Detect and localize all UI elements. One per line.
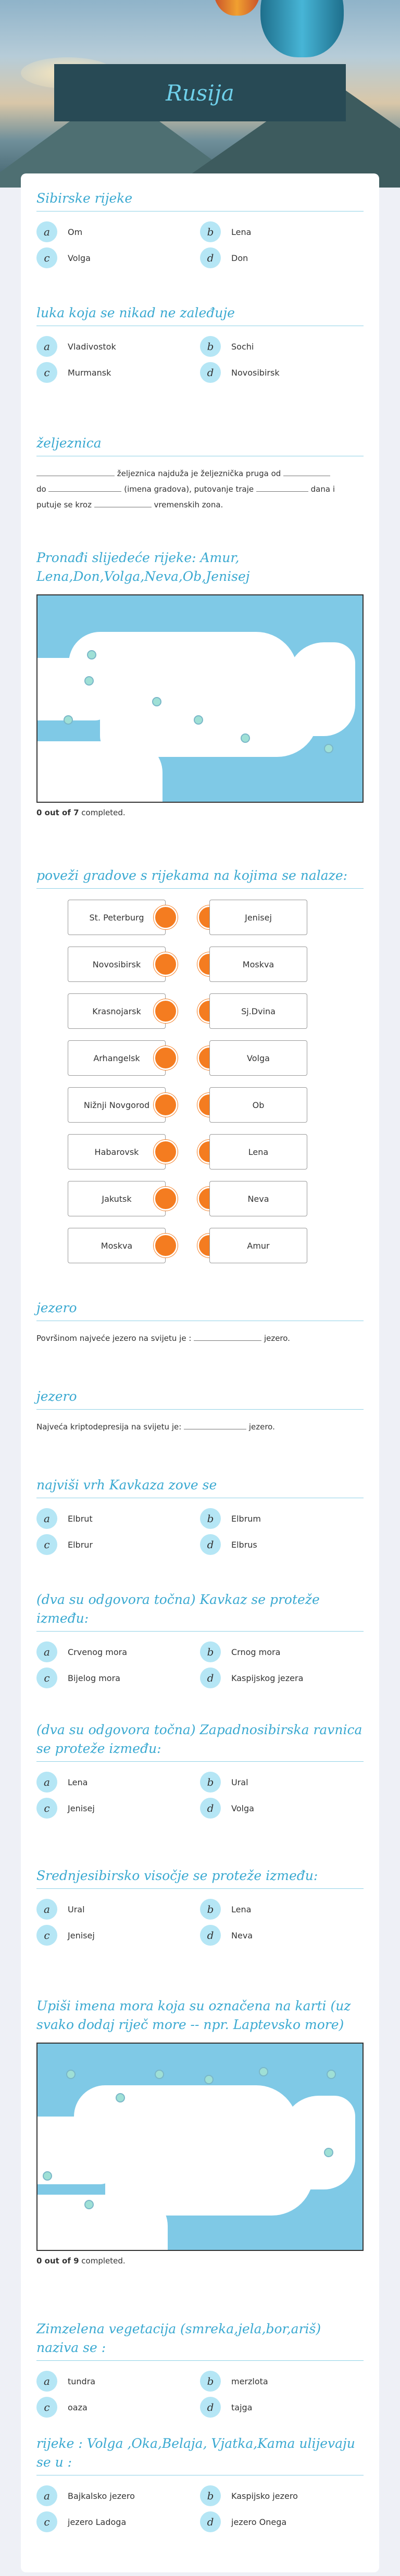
option-letter: b: [200, 336, 221, 357]
blank-input[interactable]: [48, 482, 121, 492]
option-a[interactable]: [36, 1896, 200, 1922]
option-text: oaza: [68, 2402, 88, 2412]
connector-dot[interactable]: [154, 1234, 178, 1258]
connector-dot[interactable]: [154, 905, 178, 929]
progress-count: 0 out of 9: [36, 2256, 79, 2266]
match-row: [36, 1175, 364, 1222]
option-letter: c: [36, 1534, 57, 1555]
option-letter: b: [200, 1899, 221, 1920]
map-marker[interactable]: [324, 744, 333, 753]
option-a[interactable]: [36, 1639, 200, 1665]
map-marker[interactable]: [324, 2148, 333, 2157]
option-c[interactable]: [36, 1795, 200, 1821]
question-title: luka koja se nikad ne zaleđuje: [36, 305, 235, 320]
divider: [36, 1761, 364, 1762]
option-text: Crvenog mora: [68, 1647, 127, 1657]
option-d[interactable]: [200, 1532, 364, 1558]
divider: [36, 2360, 364, 2361]
question-6: [36, 1299, 364, 1346]
option-b[interactable]: [200, 1505, 364, 1532]
text-segment: željeznica najduža je željeznička pruga od: [117, 469, 281, 478]
option-b[interactable]: [200, 2483, 364, 2509]
option-text: Murmansk: [68, 367, 111, 378]
option-letter: a: [36, 1508, 57, 1529]
option-text: jezero Onega: [231, 2517, 287, 2527]
match-left-item[interactable]: Arhangelsk: [68, 1040, 166, 1076]
divider: [36, 1409, 364, 1410]
option-text: Elbrut: [68, 1513, 93, 1524]
option-d[interactable]: [200, 1665, 364, 1691]
map-marker[interactable]: [194, 715, 203, 725]
question-title: jezero: [36, 1300, 77, 1315]
text-segment: Površinom najveće jezero na svijetu je :: [36, 1334, 192, 1343]
question-title: (dva su odgovora točna) Kavkaz se proteže između:: [36, 1592, 320, 1626]
balloon-icon: [260, 0, 344, 57]
connector-dot[interactable]: [154, 999, 178, 1023]
map-marker[interactable]: [43, 2171, 52, 2181]
question-4: [36, 549, 364, 817]
connector-dot[interactable]: [154, 1187, 178, 1211]
map-marker[interactable]: [241, 733, 250, 743]
option-b[interactable]: [200, 333, 364, 359]
match-left-item[interactable]: Jakutsk: [68, 1181, 166, 1216]
question-12: [36, 1997, 364, 2266]
option-text: Novosibirsk: [231, 367, 280, 378]
option-letter: c: [36, 2511, 57, 2532]
question-title: željeznica: [36, 435, 102, 451]
question-title: poveži gradove s rijekama na kojima se nalaze:: [36, 868, 348, 883]
map-marker[interactable]: [327, 2070, 336, 2079]
question-title: Srednjesibirsko visočje se proteže između:: [36, 1868, 318, 1883]
map-seas: [36, 2043, 364, 2251]
option-b[interactable]: [200, 219, 364, 245]
option-letter: a: [36, 2485, 57, 2506]
map-marker[interactable]: [259, 2067, 268, 2076]
match-row: [36, 1035, 364, 1081]
option-letter: d: [200, 1925, 221, 1946]
match-left-item[interactable]: Habarovsk: [68, 1134, 166, 1169]
option-text: Jenisej: [68, 1930, 95, 1940]
question-8: [36, 1476, 364, 1558]
option-d[interactable]: [200, 1922, 364, 1948]
option-letter: b: [200, 1772, 221, 1793]
map-marker[interactable]: [84, 2200, 94, 2209]
option-text: Crnog mora: [231, 1647, 281, 1657]
option-text: jezero Ladoga: [68, 2517, 127, 2527]
option-b[interactable]: [200, 1639, 364, 1665]
blank-input[interactable]: [94, 498, 152, 507]
progress-count: 0 out of 7: [36, 808, 79, 817]
match-right-item[interactable]: Neva: [209, 1181, 307, 1216]
option-text: Lena: [231, 227, 252, 237]
option-letter: b: [200, 1508, 221, 1529]
divider: [36, 1631, 364, 1632]
option-d[interactable]: [200, 2394, 364, 2420]
map-marker[interactable]: [152, 697, 161, 706]
option-text: tundra: [68, 2376, 96, 2386]
option-letter: d: [200, 1667, 221, 1688]
question-title: Upiši imena mora koja su označena na karti (uz svako dodaj riječ more -- npr. Laptevsko more): [36, 1998, 351, 2032]
option-text: Ural: [231, 1777, 248, 1787]
option-a[interactable]: [36, 1769, 200, 1795]
connector-dot[interactable]: [154, 1093, 178, 1117]
option-letter: a: [36, 336, 57, 357]
blank-input[interactable]: [36, 467, 115, 476]
options-list: [36, 1769, 364, 1821]
text-segment: (imena gradova), putovanje traje: [124, 484, 254, 494]
map-land: [38, 741, 162, 803]
option-letter: a: [36, 221, 57, 242]
option-c[interactable]: [36, 1532, 200, 1558]
option-text: Vladivostok: [68, 341, 116, 352]
progress-text: completed.: [79, 808, 126, 817]
match-row: [36, 1128, 364, 1175]
option-letter: c: [36, 2397, 57, 2418]
question-title: Zimzelena vegetacija (smreka,jela,bor,ariš) naziva se :: [36, 2321, 321, 2355]
options-list: [36, 219, 364, 271]
balloon-icon: [214, 0, 260, 16]
match-right-item[interactable]: Lena: [209, 1134, 307, 1169]
question-5: [36, 866, 364, 1269]
text-segment: jezero.: [248, 1422, 275, 1432]
fill-in-text: [36, 1330, 364, 1346]
connector-dot[interactable]: [154, 1046, 178, 1070]
progress-status: [36, 2256, 364, 2266]
map-land: [288, 642, 355, 736]
option-text: Volga: [231, 1803, 254, 1813]
option-letter: c: [36, 1667, 57, 1688]
match-row: [36, 1222, 364, 1269]
option-d[interactable]: [200, 359, 364, 385]
option-letter: d: [200, 1798, 221, 1819]
map-marker[interactable]: [66, 2070, 76, 2079]
match-left-item[interactable]: Krasnojarsk: [68, 993, 166, 1029]
match-right-item[interactable]: Jenisej: [209, 900, 307, 935]
option-letter: d: [200, 2511, 221, 2532]
option-text: tajga: [231, 2402, 253, 2412]
question-title: jezero: [36, 1389, 77, 1404]
connector-dot[interactable]: [154, 1140, 178, 1164]
blank-input[interactable]: [256, 482, 308, 492]
match-right-item[interactable]: Moskva: [209, 947, 307, 982]
option-c[interactable]: [36, 1665, 200, 1691]
map-marker[interactable]: [155, 2070, 164, 2079]
text-segment: vremenskih zona.: [154, 500, 223, 509]
matching-list: [36, 894, 364, 1269]
map-marker[interactable]: [87, 650, 96, 659]
match-right-item[interactable]: Sj.Dvina: [209, 993, 307, 1029]
option-c[interactable]: [36, 245, 200, 271]
option-letter: d: [200, 2397, 221, 2418]
option-letter: c: [36, 247, 57, 268]
option-b[interactable]: [200, 1896, 364, 1922]
option-letter: b: [200, 2371, 221, 2392]
option-letter: a: [36, 1899, 57, 1920]
text-segment: Najveća kriptodepresija na svijetu je:: [36, 1422, 182, 1432]
option-a[interactable]: [36, 219, 200, 245]
option-text: Lena: [68, 1777, 88, 1787]
option-letter: d: [200, 247, 221, 268]
map-marker[interactable]: [116, 2093, 125, 2102]
option-letter: c: [36, 1798, 57, 1819]
option-letter: a: [36, 1772, 57, 1793]
fill-in-text: [36, 466, 364, 513]
option-a[interactable]: [36, 2368, 200, 2394]
map-land: [282, 2096, 355, 2189]
title-banner: [54, 64, 346, 121]
options-list: [36, 1639, 364, 1691]
option-letter: c: [36, 362, 57, 383]
question-title: (dva su odgovora točna) Zapadnosibirska ravnica se proteže između:: [36, 1722, 362, 1756]
option-d[interactable]: [200, 245, 364, 271]
option-text: Bajkalsko jezero: [68, 2491, 135, 2501]
option-text: Volga: [68, 253, 91, 263]
map-marker[interactable]: [84, 676, 94, 686]
text-segment: jezero.: [264, 1334, 290, 1343]
map-rivers: [36, 594, 364, 803]
match-left-item[interactable]: St. Peterburg: [68, 900, 166, 935]
progress-text: completed.: [79, 2256, 126, 2266]
question-1: [36, 189, 364, 271]
option-c[interactable]: [36, 359, 200, 385]
options-list: [36, 1896, 364, 1948]
map-marker[interactable]: [64, 715, 73, 725]
blank-input[interactable]: [184, 1420, 246, 1429]
question-title: najviši vrh Kavkaza zove se: [36, 1477, 217, 1492]
connector-dot[interactable]: [154, 952, 178, 976]
page-title: Rusija: [166, 80, 234, 106]
question-2: [36, 304, 364, 385]
question-10: [36, 1721, 364, 1821]
options-list: [36, 1505, 364, 1558]
options-list: [36, 2483, 364, 2535]
question-title: Pronađi slijedeće rijeke: Amur, Lena,Don,Volga,Neva,Ob,Jenisej: [36, 550, 250, 584]
divider: [36, 888, 364, 889]
map-land: [38, 2195, 168, 2251]
option-text: Neva: [231, 1930, 253, 1940]
option-text: Bijelog mora: [68, 1673, 120, 1683]
option-text: Elbrum: [231, 1513, 261, 1524]
blank-input[interactable]: [283, 467, 330, 476]
option-letter: d: [200, 362, 221, 383]
option-a[interactable]: [36, 1505, 200, 1532]
match-row: [36, 894, 364, 941]
question-7: [36, 1387, 364, 1435]
option-c[interactable]: [36, 2509, 200, 2535]
option-c[interactable]: [36, 2394, 200, 2420]
fill-in-text: [36, 1419, 364, 1435]
question-title: Sibirske rijeke: [36, 191, 133, 206]
text-segment: do: [36, 484, 46, 494]
match-right-item[interactable]: Amur: [209, 1228, 307, 1263]
option-a[interactable]: [36, 333, 200, 359]
option-text: Sochi: [231, 341, 254, 352]
question-9: [36, 1590, 364, 1691]
option-text: Om: [68, 227, 83, 237]
option-d[interactable]: [200, 2509, 364, 2535]
options-list: [36, 333, 364, 385]
option-b[interactable]: [200, 1769, 364, 1795]
options-list: [36, 2368, 364, 2420]
option-text: Ural: [68, 1904, 85, 1914]
text-segment: dana i: [310, 484, 335, 494]
divider: [36, 1888, 364, 1889]
text-segment: putuje se kroz: [36, 500, 92, 509]
option-letter: c: [36, 1925, 57, 1946]
option-text: Kaspijskog jezera: [231, 1673, 304, 1683]
option-text: Don: [231, 253, 248, 263]
option-letter: b: [200, 1641, 221, 1662]
option-letter: b: [200, 2485, 221, 2506]
blank-input[interactable]: [194, 1331, 261, 1341]
option-text: Jenisej: [68, 1803, 95, 1813]
progress-status: [36, 808, 364, 817]
option-letter: d: [200, 1534, 221, 1555]
option-letter: a: [36, 2371, 57, 2392]
map-marker[interactable]: [204, 2075, 214, 2084]
question-11: [36, 1866, 364, 1948]
option-text: Kaspijsko jezero: [231, 2491, 298, 2501]
option-text: Elbrur: [68, 1539, 93, 1550]
match-left-item[interactable]: Nižnji Novgorod: [68, 1087, 166, 1123]
worksheet: [21, 173, 379, 2572]
question-title: rijeke : Volga ,Oka,Belaja, Vjatka,Kama ulijevaju se u :: [36, 2436, 355, 2470]
question-14: [36, 2434, 364, 2535]
match-row: [36, 988, 364, 1035]
option-a[interactable]: [36, 2483, 200, 2509]
match-right-item[interactable]: Ob: [209, 1087, 307, 1123]
question-13: [36, 2320, 364, 2420]
option-text: merzlota: [231, 2376, 268, 2386]
option-c[interactable]: [36, 1922, 200, 1948]
question-3: [36, 434, 364, 513]
match-left-item[interactable]: Novosibirsk: [68, 947, 166, 982]
match-row: [36, 1081, 364, 1128]
option-b[interactable]: [200, 2368, 364, 2394]
option-letter: b: [200, 221, 221, 242]
option-letter: a: [36, 1641, 57, 1662]
option-text: Lena: [231, 1904, 252, 1914]
match-left-item[interactable]: Moskva: [68, 1228, 166, 1263]
option-d[interactable]: [200, 1795, 364, 1821]
match-right-item[interactable]: Volga: [209, 1040, 307, 1076]
option-text: Elbrus: [231, 1539, 257, 1550]
match-row: [36, 941, 364, 988]
